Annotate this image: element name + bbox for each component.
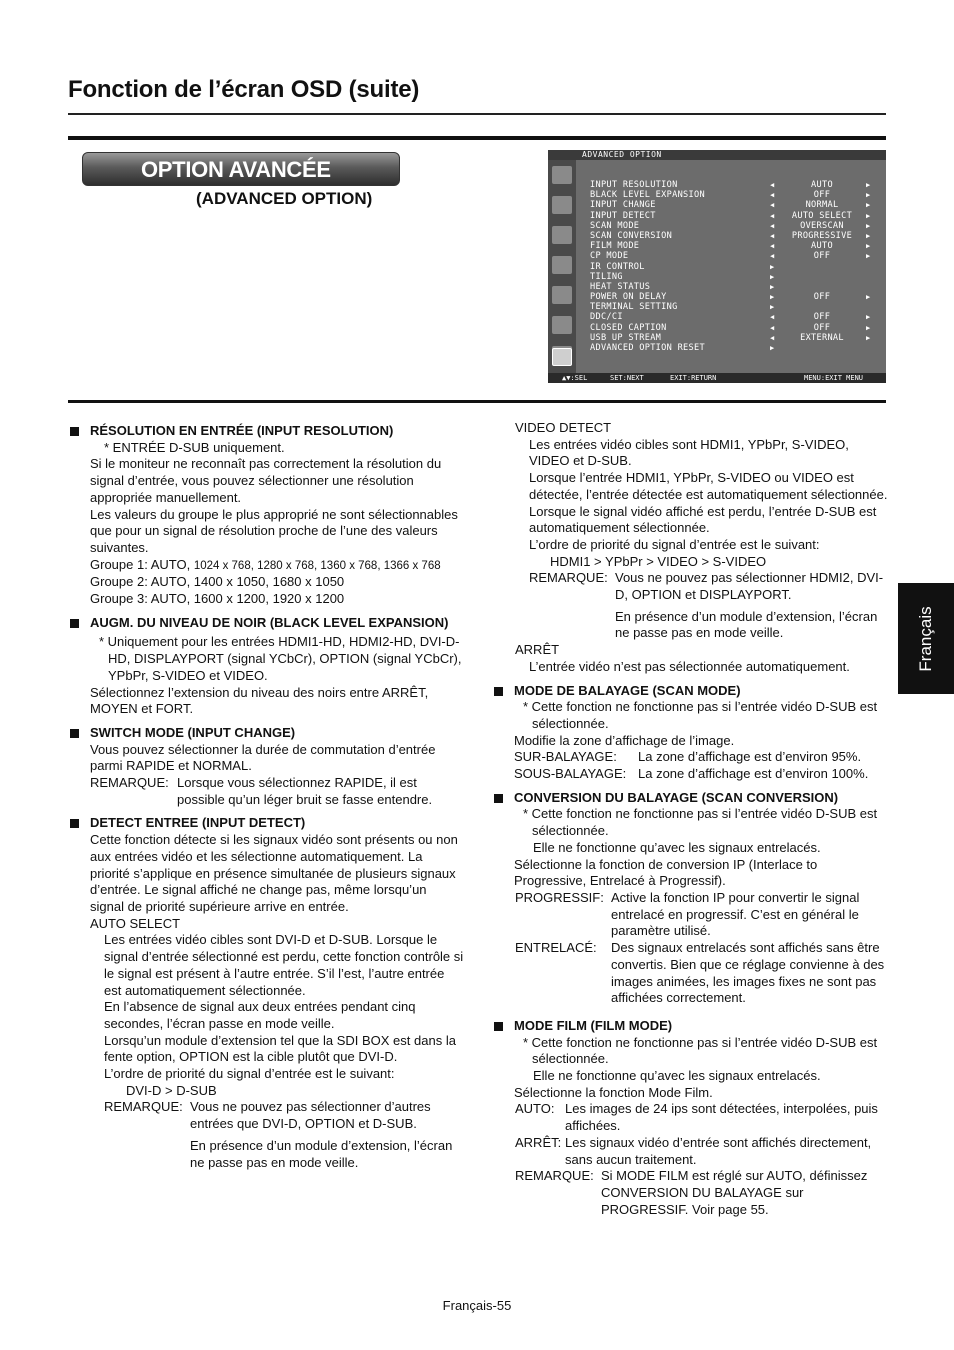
osd-left-arrow: ◀ (770, 181, 775, 189)
osd-item-value: OFF (813, 322, 831, 333)
paragraph: En l’absence de signal aux deux entrées pendant cinq secondes, l’écran passe en mode veille. (104, 999, 416, 1031)
osd-right-arrow: ▶ (866, 252, 871, 261)
note: * Uniquement pour les entrées HDMI1-HD, HDMI2-HD, DVI-D-HD, DISPLAYPORT (signal YCbCr), OPTION (signal YCbCr), YPbPr, S-VIDEO et VIDEO. (99, 634, 462, 683)
osd-right-arrow: ▶ (866, 333, 871, 342)
note: * Cette fonction ne fonctionne pas si l’entrée vidéo D-SUB est sélectionnée. (523, 1034, 878, 1067)
osd-left-arrow: ▶ (770, 344, 775, 352)
note: * Cette fonction ne fonctionne pas si l’entrée vidéo D-SUB est sélectionnée. (523, 699, 878, 731)
osd-item-label: ADVANCED OPTION RESET (590, 343, 705, 353)
page-title: Fonction de l’écran OSD (suite) (68, 76, 420, 103)
advanced-option-icon (552, 348, 572, 366)
remark-text: Vous ne pouvez pas sélectionner HDMI2, DVI-D, OPTION et DISPLAYPORT. (615, 570, 884, 603)
osd-menu-item (590, 221, 880, 231)
osd-item-value: AUTO SELECT (791, 210, 853, 221)
osd-menu-list (590, 180, 880, 353)
paragraph: L’ordre de priorité du signal d’entrée est le suivant: (529, 536, 820, 552)
paragraph: Les entrées vidéo cibles sont DVI-D et D-SUB. Lorsque le signal d’entrée sélectionné est perdu, cette fonction contrôle si le signal est présent à l’autre entrée. S’il l’est, l’autre entrée est automatiquement sélectionnée. (104, 932, 464, 998)
paragraph: L’ordre de priorité du signal d’entrée est le suivant: (104, 1066, 395, 1082)
osd-item-label: POWER ON DELAY (590, 292, 667, 303)
osd-item-value: AUTO (811, 241, 833, 252)
osd-left-arrow: ▶ (770, 272, 775, 281)
remark (68, 775, 464, 808)
osd-menu-item (590, 302, 880, 312)
osd-menu-item (590, 241, 880, 251)
priority-order: HDMI1 > YPbPr > VIDEO > S-VIDEO (550, 553, 767, 569)
section-heading: SWITCH MODE (INPUT CHANGE) (68, 725, 464, 742)
osd-item-value: AUTO (811, 180, 833, 190)
osd-menu-item (590, 262, 880, 272)
divider (68, 136, 886, 140)
note: Elle ne fonctionne qu’avec les signaux entrelacés. (533, 839, 821, 855)
osd-menu-item (590, 272, 880, 282)
paragraph: L’entrée vidéo n’est pas sélectionnée automatiquement. (529, 658, 850, 674)
section-heading: RÉSOLUTION EN ENTRÉE (INPUT RESOLUTION) (68, 423, 464, 440)
paragraph: Sélectionnez l’extension du niveau des noirs entre ARRÊT, MOYEN et FORT. (90, 684, 429, 717)
pip-icon (552, 286, 572, 304)
section-heading: CONVERSION DU BALAYAGE (SCAN CONVERSION) (492, 790, 888, 807)
remark (492, 1168, 888, 1218)
subheading: ARRÊT (515, 642, 560, 658)
section-heading: AUGM. DU NIVEAU DE NOIR (BLACK LEVEL EXPANSION) (68, 615, 464, 632)
paragraph: Les entrées vidéo cibles sont HDMI1, YPbPr, S-VIDEO, VIDEO et D-SUB. (529, 436, 849, 469)
osd-right-arrow: ▶ (866, 181, 871, 189)
osd-left-arrow: ▶ (770, 303, 775, 312)
screen-icon (552, 196, 572, 214)
osd-left-arrow: ◀ (770, 242, 775, 251)
osd-right-arrow: ▶ (866, 201, 871, 210)
remark-key: REMARQUE: (529, 570, 608, 586)
group-1-line (68, 557, 464, 575)
osd-item-label: CP MODE (590, 251, 629, 262)
osd-item-value: OFF (813, 190, 831, 201)
definition (492, 1101, 888, 1134)
tools-icon (552, 316, 572, 334)
osd-menu-item (590, 200, 880, 210)
osd-item-label: SCAN MODE (590, 220, 640, 231)
osd-menu-item (590, 231, 880, 241)
paragraph: Lorsqu’un module d’extension tel que la SDI BOX est dans la fente option, OPTION est la cible plutôt que DVI-D. (104, 1032, 456, 1065)
osd-right-arrow: ▶ (866, 231, 871, 240)
paragraph: Si le moniteur ne reconnaît pas correctement la résolution du signal d’entrée, vous pouvez sélectionner une résolution appropriée manuellement. (90, 456, 442, 505)
osd-item-label: CLOSED CAPTION (590, 322, 667, 333)
note: * Cette fonction ne fonctionne pas si l’entrée vidéo D-SUB est sélectionnée. (523, 806, 878, 839)
osd-left-arrow: ◀ (770, 221, 775, 230)
paragraph: Lorsque le signal vidéo affiché est perdu, l’entrée D-SUB est automatiquement sélectionnée. (529, 503, 877, 536)
osd-header: ADVANCED OPTION (548, 150, 886, 160)
remark-text: Si MODE FILM est réglé sur AUTO, définissez CONVERSION DU BALAYAGE sur PROGRESSIF. Voir page 55. (601, 1168, 868, 1217)
paragraph: Sélectionne la fonction Mode Film. (514, 1084, 713, 1100)
osd-right-arrow: ▶ (866, 323, 871, 332)
definition (492, 766, 888, 783)
osd-item-label: INPUT DETECT (590, 210, 656, 221)
definition-key: PROGRESSIF: (515, 889, 604, 905)
osd-left-arrow: ▶ (770, 262, 775, 271)
paragraph: Modifie la zone d’affichage de l’image. (514, 732, 735, 748)
osd-right-arrow: ▶ (866, 293, 871, 302)
definition-key: ARRÊT: (515, 1134, 562, 1150)
language-label: Français (916, 605, 935, 672)
osd-menu-item (590, 211, 880, 221)
osd-item-label: HEAT STATUS (590, 281, 651, 292)
remark-key: REMARQUE: (515, 1168, 594, 1184)
remark-text: En présence d’un module d’extension, l’écran ne passe pas en mode veille. (190, 1137, 453, 1170)
paragraph: Sélectionne la fonction de conversion IP (Interlace to Progressive, Entrelacé à Progressif). (514, 856, 818, 889)
definition-text: Les signaux vidéo d’entrée sont affichés directement, sans aucun traitement. (565, 1134, 872, 1167)
remark (68, 1099, 464, 1132)
definition-text: Des signaux entrelacés sont affichés sans être convertis. Bien que ce réglage convienne à des images animées, les images fixes ne sont pas affichées correctement. (611, 940, 885, 1006)
osd-left-arrow: ◀ (770, 313, 775, 322)
osd-item-value: OFF (813, 251, 831, 262)
osd-item-label: TILING (590, 271, 623, 282)
osd-item-label: SCAN CONVERSION (590, 230, 673, 241)
osd-sidebar (548, 160, 576, 373)
remark-text: Lorsque vous sélectionnez RAPIDE, il est possible qu’un léger bruit se fasse entendre. (177, 775, 433, 807)
definition-text: Les images de 24 ips sont détectées, interpolées, puis affichées. (565, 1101, 878, 1134)
paragraph: Les valeurs du groupe le plus approprié ne sont sélectionnables que pour un signal de résolution proche de l’une des valeurs suivantes. (90, 506, 458, 555)
paragraph: Vous pouvez sélectionner la durée de commutation d’entrée parmi RAPIDE et NORMAL. (90, 741, 436, 774)
osd-footer-exit: MENU:EXIT MENU (804, 374, 864, 382)
osd-menu-item (590, 180, 880, 190)
osd-left-arrow: ▶ (770, 293, 775, 302)
remark-key: REMARQUE: (90, 775, 169, 791)
definition (492, 940, 888, 1007)
osd-item-value: PROGRESSIVE (791, 230, 853, 241)
osd-left-arrow: ▶ (770, 282, 775, 291)
osd-menu-item (590, 343, 880, 353)
osd-item-label: IR CONTROL (590, 261, 645, 272)
osd-item-label: BLACK LEVEL EXPANSION (590, 190, 705, 201)
osd-left-arrow: ◀ (770, 191, 775, 200)
group-1-prefix: Groupe 1: AUTO, (90, 556, 194, 572)
paragraph: Cette fonction détecte si les signaux vidéo sont présents ou non aux entrées vidéo et les sélectionne automatiquement. La priorité s’applique en présence simultanée de plusieurs signaux d’entrée. Le signal affiché ne change pas, même lorsqu’un signal de priorité supérieure arrive en entrée. (90, 832, 458, 914)
definition (492, 890, 888, 940)
osd-item-value: EXTERNAL (800, 332, 844, 343)
section-heading: MODE FILM (FILM MODE) (492, 1018, 888, 1035)
definition-key: SUR-BALAYAGE: (514, 749, 617, 765)
osd-left-arrow: ◀ (770, 323, 775, 332)
osd-item-value: OVERSCAN (800, 220, 844, 231)
subheading: AUTO SELECT (90, 915, 181, 931)
section-heading: DETECT ENTREE (INPUT DETECT) (68, 815, 464, 832)
osd-item-label: USB UP STREAM (590, 332, 662, 343)
paragraph: Lorsque l’entrée HDMI1, YPbPr, S-VIDEO ou VIDEO est détectée, l’entrée détectée est automatiquement sélectionnée. (529, 470, 888, 502)
osd-item-label: INPUT RESOLUTION (590, 180, 678, 190)
osd-footer-return: EXIT:RETURN (670, 374, 717, 382)
definition-key: SOUS-BALAYAGE: (514, 766, 627, 782)
banner-title: OPTION AVANCÉE (141, 157, 331, 182)
remark-key: REMARQUE: (104, 1099, 183, 1115)
subheading: VIDEO DETECT (515, 420, 612, 435)
osd-menu-item (590, 312, 880, 322)
section-subtitle: (ADVANCED OPTION) (196, 189, 373, 208)
definition-key: AUTO: (515, 1101, 555, 1117)
osd-screenshot (548, 150, 886, 383)
divider (68, 400, 886, 403)
remark-text: Vous ne pouvez pas sélectionner d’autres entrées que DVI-D, OPTION et D-SUB. (190, 1099, 431, 1132)
osd-item-label: FILM MODE (590, 241, 640, 252)
note: * ENTRÉE D-SUB uniquement. (104, 439, 285, 455)
definition-text: La zone d’affichage est d’environ 95%. (638, 749, 862, 765)
definition (492, 1135, 888, 1168)
osd-menu-item (590, 251, 880, 261)
osd-item-value: OFF (813, 312, 831, 323)
osd-right-arrow: ▶ (866, 221, 871, 230)
osd-left-arrow: ◀ (770, 211, 775, 220)
definition-key: ENTRELACÉ: (515, 940, 597, 956)
osd-menu-item (590, 323, 880, 333)
audio-icon (552, 256, 572, 274)
definition-text: Active la fonction IP pour convertir le signal entrelacé en progressif. C’est en général le paramètre utilisé. (611, 889, 860, 939)
osd-left-arrow: ◀ (770, 333, 775, 342)
remark (492, 570, 888, 603)
right-column (492, 420, 888, 1218)
osd-right-arrow: ▶ (866, 191, 871, 200)
page-number: Français-55 (442, 1298, 512, 1313)
divider (68, 113, 886, 115)
group-1-values: 1024 x 768, 1280 x 768, 1360 x 768, 1366 x 768 (193, 559, 441, 572)
group-3-line: Groupe 3: AUTO, 1600 x 1200, 1920 x 1200 (90, 591, 345, 607)
osd-item-label: DDC/CI (590, 312, 623, 323)
osd-item-value: NORMAL (805, 200, 839, 211)
priority-order: DVI-D > D-SUB (126, 1082, 217, 1098)
left-column (68, 420, 464, 1171)
language-tab (898, 583, 954, 694)
osd-left-arrow: ◀ (770, 231, 775, 240)
osd-footer (548, 373, 886, 383)
group-2-line: Groupe 2: AUTO, 1400 x 1050, 1680 x 1050 (90, 574, 345, 590)
osd-left-arrow: ◀ (770, 252, 775, 261)
remark-text: En présence d’un module d’extension, l’écran ne passe pas en mode veille. (615, 608, 878, 641)
osd-footer-next: SET:NEXT (610, 374, 644, 382)
picture-icon (552, 166, 572, 184)
osd-footer-sel: ▲▼:SEL (562, 374, 588, 382)
image-icon (552, 226, 572, 244)
osd-right-arrow: ▶ (866, 211, 871, 220)
definition-text: La zone d’affichage est d’environ 100%. (638, 766, 869, 782)
definition (492, 749, 888, 766)
osd-item-label: TERMINAL SETTING (590, 302, 678, 313)
osd-right-arrow: ▶ (866, 242, 871, 251)
section-heading: MODE DE BALAYAGE (SCAN MODE) (492, 683, 888, 700)
section-banner (82, 152, 400, 186)
osd-left-arrow: ◀ (770, 201, 775, 210)
note: Elle ne fonctionne qu’avec les signaux entrelacés. (533, 1068, 821, 1084)
osd-menu-item (590, 292, 880, 302)
osd-menu-item (590, 333, 880, 343)
osd-menu-item (590, 190, 880, 200)
osd-menu-item (590, 282, 880, 292)
osd-item-label: INPUT CHANGE (590, 200, 656, 211)
osd-right-arrow: ▶ (866, 313, 871, 322)
osd-item-value: OFF (813, 292, 831, 303)
